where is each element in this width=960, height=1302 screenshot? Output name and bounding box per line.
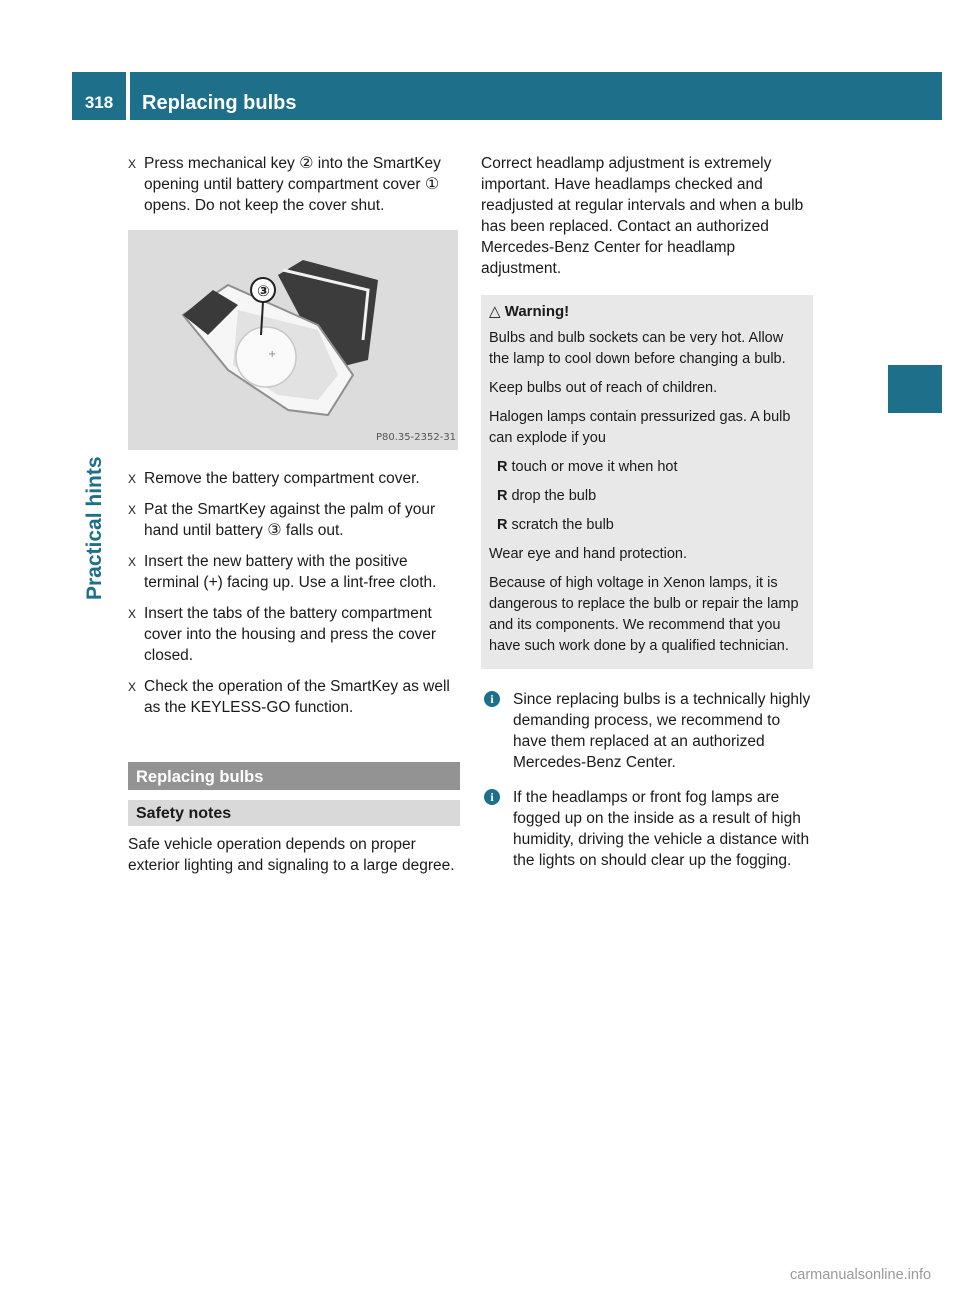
info-note: i If the headlamps or front fog lamps are fogged up on the inside as a result of high humidity, driving the vehicle a distance with the lights on should clear up the fogging. xyxy=(497,787,813,871)
bullet-icon: R xyxy=(497,459,508,475)
page-title: Replacing bulbs xyxy=(142,92,297,114)
step-remove-cover: X Remove the battery compartment cover. xyxy=(128,468,460,489)
step-insert-battery: X Insert the new battery with the positive terminal (+) facing up. Use a lint-free cloth. xyxy=(128,553,437,591)
warning-triangle-icon: △ xyxy=(489,303,501,320)
step-arrow-icon: X xyxy=(128,607,137,621)
step-arrow-icon: X xyxy=(128,503,137,517)
warning-box xyxy=(481,295,813,669)
subsection-heading: Safety notes xyxy=(128,800,460,826)
warning-bullet: R scratch the bulb xyxy=(497,517,614,533)
bullet-icon: R xyxy=(497,488,508,504)
chapter-label: Practical hints xyxy=(83,456,106,600)
smartkey-figure xyxy=(128,230,458,450)
side-bar-top xyxy=(888,72,942,120)
step-arrow-icon: X xyxy=(128,680,137,694)
step-insert-tabs: X Insert the tabs of the battery compartment cover into the housing and press the cover closed. xyxy=(128,605,437,664)
warning-text: Because of high voltage in Xenon lamps, it is dangerous to replace the bulb or repair the lamp and its components. We recommend that you have such work done by a qualified technician. xyxy=(489,575,799,654)
warning-text: Wear eye and hand protection. xyxy=(489,546,688,562)
page-number: 318 xyxy=(84,93,114,112)
marker-2: ② xyxy=(299,155,314,172)
safety-notes-body: Safe vehicle operation depends on proper exterior lighting and signaling to a large degree. xyxy=(128,836,455,874)
header-separator xyxy=(126,72,130,120)
step-press-key: X Press mechanical key ② into the SmartKey opening until battery compartment cover ① opens. Do not keep the cover shut. xyxy=(128,155,441,214)
section-heading: Replacing bulbs xyxy=(128,762,460,790)
warning-text: Keep bulbs out of reach of children. xyxy=(489,380,718,396)
marker-3: ③ xyxy=(267,522,282,539)
step-arrow-icon: X xyxy=(128,157,137,171)
marker-1: ① xyxy=(424,176,440,193)
info-icon: i xyxy=(484,691,500,707)
info-icon: i xyxy=(484,789,500,805)
side-tab xyxy=(888,365,942,413)
warning-bullet: R drop the bulb xyxy=(497,488,597,504)
svg-text:+: + xyxy=(268,349,277,360)
figure-code: P80.35-2352-31 xyxy=(376,432,457,443)
step-arrow-icon: X xyxy=(128,555,137,569)
headlamp-adjustment-text: Correct headlamp adjustment is extremely important. Have headlamps checked and readjusted at regular intervals and when a bulb has been replaced. Contact an authorized Mercedes-Benz Center for headlamp adjustment. xyxy=(481,155,804,277)
warning-text: Halogen lamps contain pressurized gas. A bulb can explode if you xyxy=(489,409,791,446)
watermark: carmanualsonline.info xyxy=(790,1267,932,1283)
warning-text: Bulbs and bulb sockets can be very hot. Allow the lamp to cool down before changing a bulb. xyxy=(489,330,786,367)
step-check-operation: X Check the operation of the SmartKey as well as the KEYLESS-GO function. xyxy=(128,678,450,716)
step-pat-smartkey: X Pat the SmartKey against the palm of your hand until battery ③ falls out. xyxy=(128,501,436,539)
warning-bullet: R touch or move it when hot xyxy=(497,459,678,475)
warning-title: △ Warning! xyxy=(489,303,570,320)
figure-marker: ③ xyxy=(257,282,270,300)
smartkey-illustration xyxy=(128,230,458,450)
step-arrow-icon: X xyxy=(128,472,137,486)
bullet-icon: R xyxy=(497,517,508,533)
left-column xyxy=(128,153,460,876)
info-note: i Since replacing bulbs is a technically highly demanding process, we recommend to have them replaced at an authorized Mercedes-Benz Center. xyxy=(497,689,813,773)
right-column xyxy=(481,153,813,871)
